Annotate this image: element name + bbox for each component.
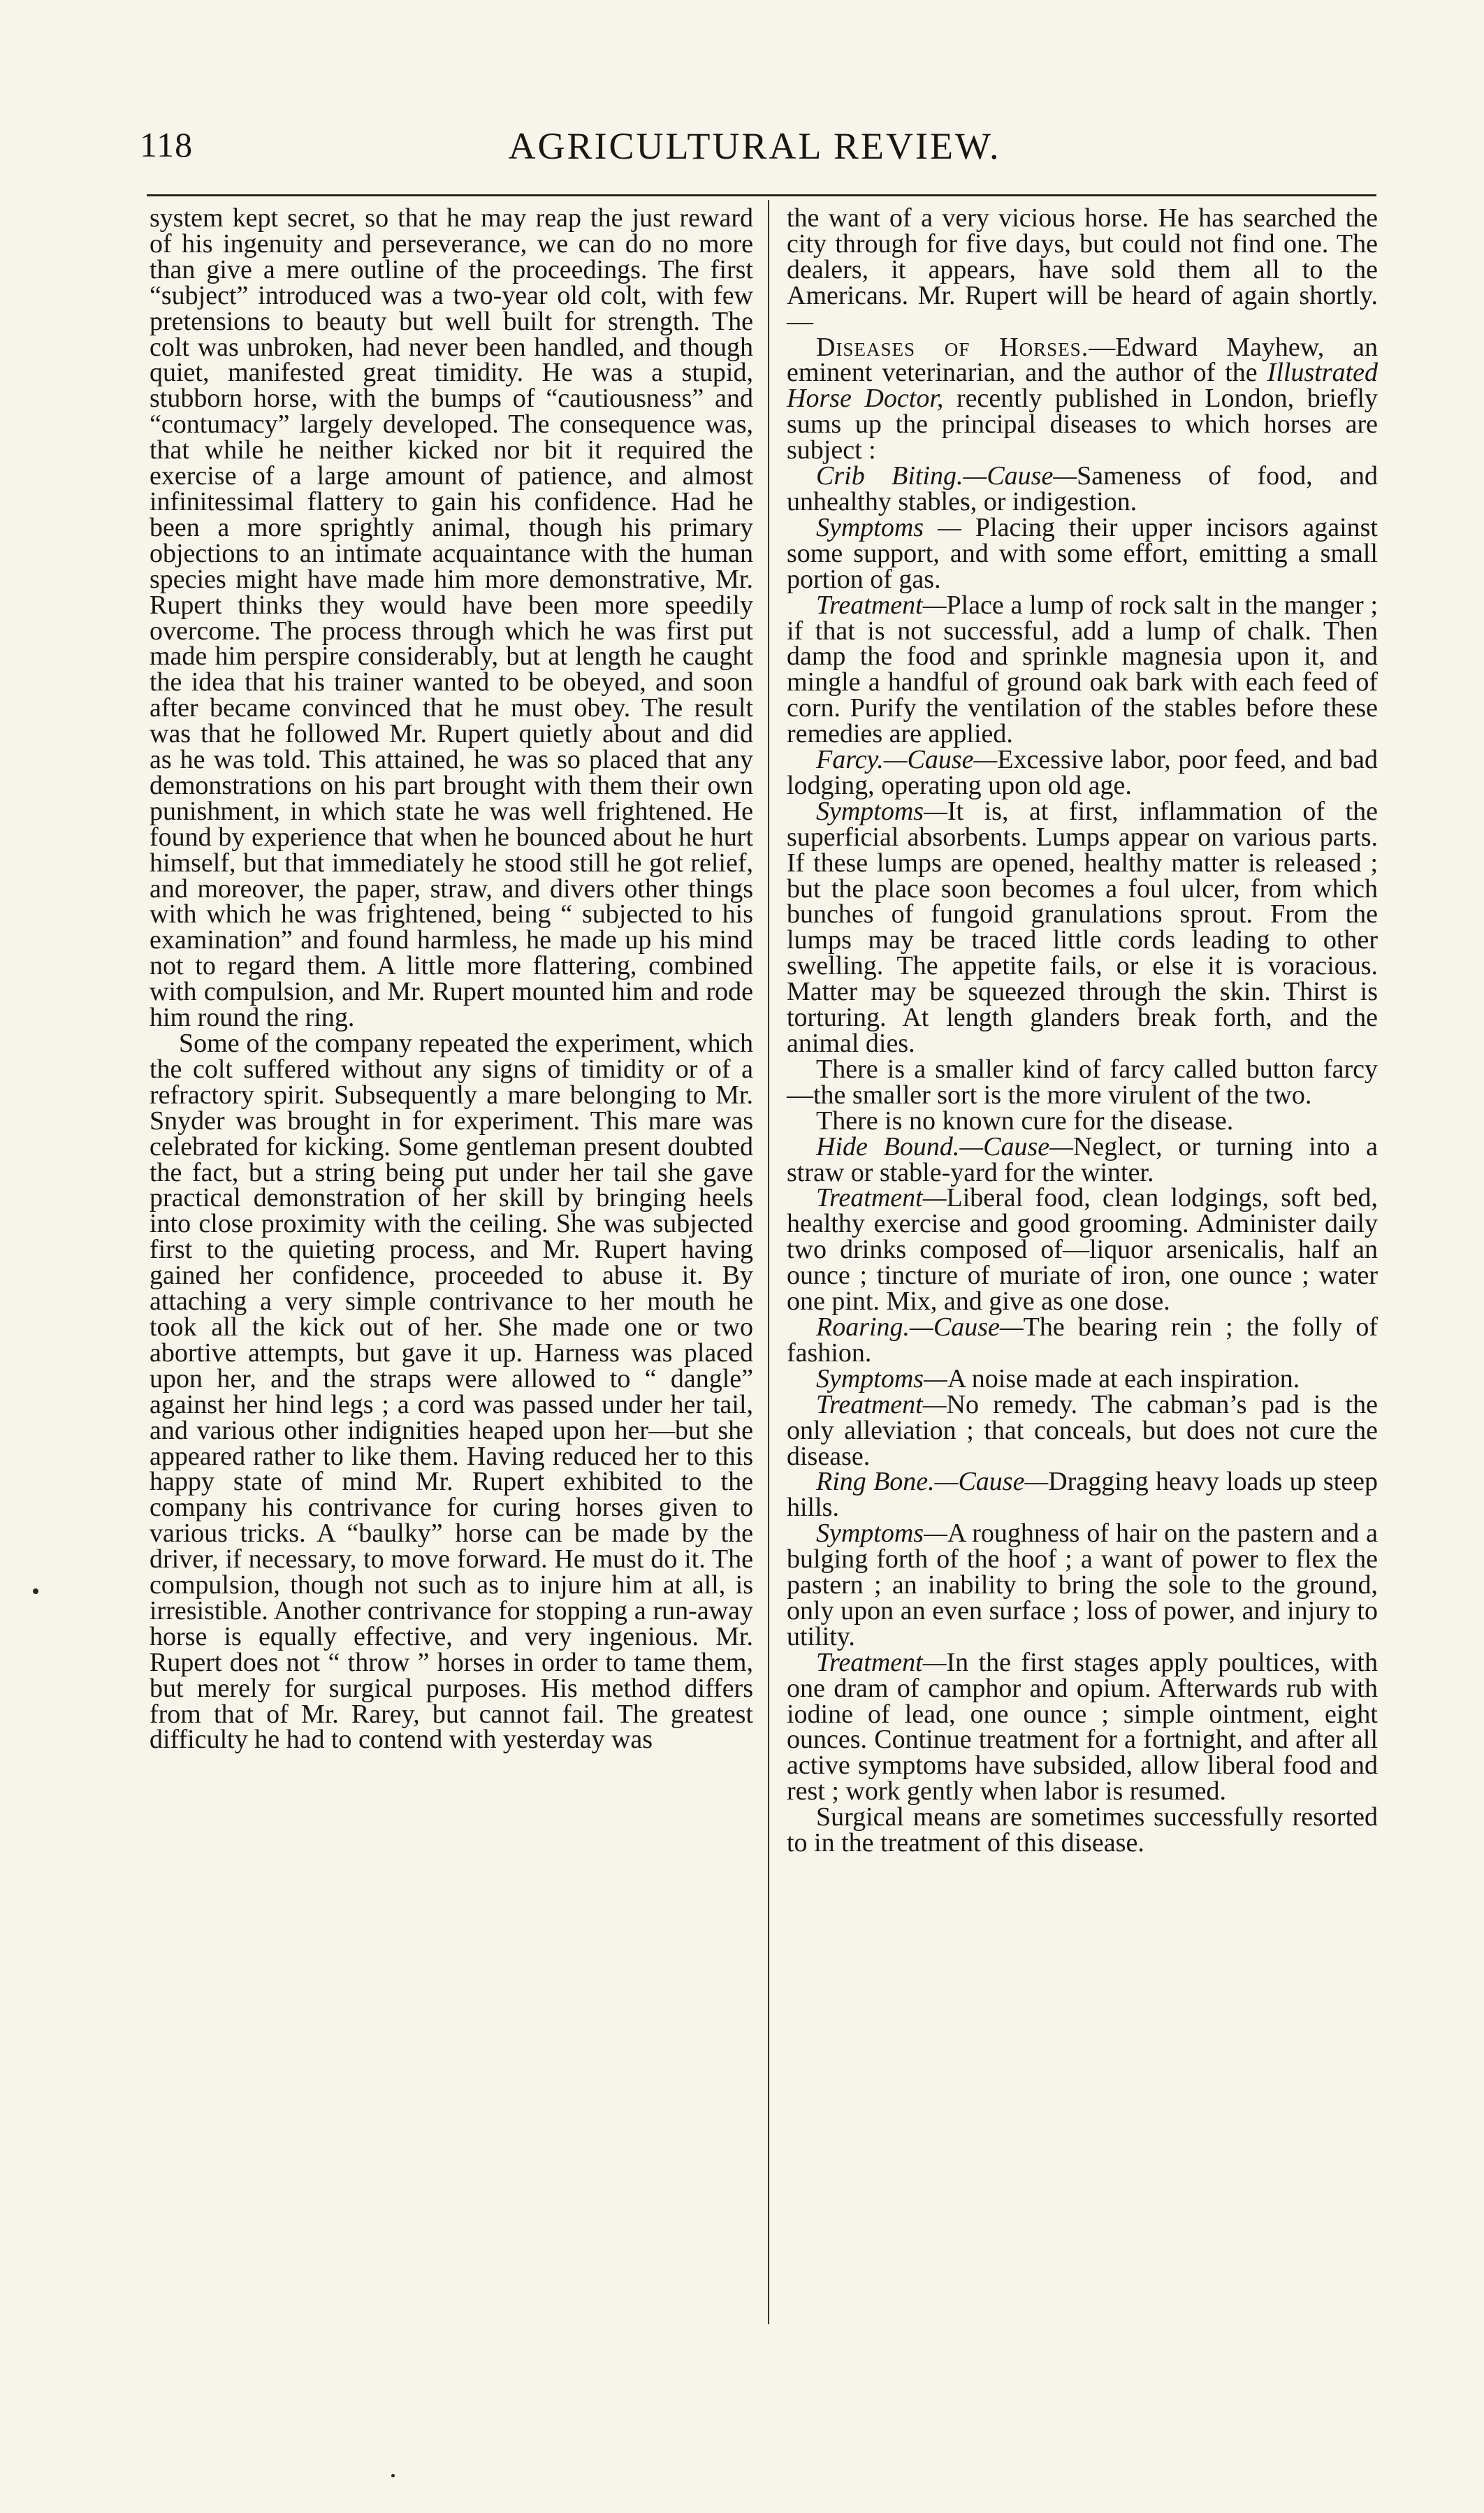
disease-entry — [787, 463, 1378, 515]
entry-text: In the first stages apply poultices, with one dram of camphor and opium. Afterwards rub with iodine of lead, one ounce ; simple ointment, eight ounces. Continue treatment for a fortnight, and after all active symptoms have subsided, allow liberal food and rest ; work gently when labor is resumed. — [787, 1647, 1378, 1806]
disease-entry — [787, 1647, 1378, 1806]
disease-entry — [787, 590, 1378, 749]
inline-text: recently published in London, briefly sums up the principal diseases to which horses are subject : — [787, 384, 1378, 465]
foot-mark — [391, 2474, 395, 2477]
margin-mark — [33, 1588, 38, 1594]
disease-entry — [787, 1185, 1378, 1315]
entry-label: Treatment— — [816, 1183, 947, 1213]
entry-label: Symptoms — — [816, 512, 975, 542]
entry-label: Farcy.—Cause— — [816, 745, 998, 775]
entry-label: Hide Bound.—Cause— — [816, 1131, 1073, 1161]
entry-label: Symptoms— — [816, 796, 947, 826]
disease-entry — [787, 1131, 1378, 1187]
entry-label: Treatment— — [816, 1389, 947, 1419]
left-column — [150, 205, 753, 1753]
entry-label: Treatment— — [816, 590, 947, 620]
paragraph: system kept secret, so that he may reap the just reward of his ingenuity and perseverance, we can do no more than give a mere outline of the proceedings. The first “subject” introduced was a two-year old colt, with few pretensions to beauty but well built for strength. The colt was unbroken, had never been handled, and though quiet, manifested great timidity. He was a stupid, stubborn horse, with the bumps of “cautiousness” and “contumacy” largely developed. The consequence was, that while he neither kicked nor bit it required the exercise of a large amount of patience, and almost infinitessimal flattery to gain his confidence. Had he been a more sprightly animal, though his primary objections to an intimate acquaintance with the human species might have made him more demonstrative, Mr. Rupert thinks they would have been more speedily overcome. The process through which he was first put made him perspire considerably, but at length he caught the idea that his trainer wanted to be obeyed, and soon after became convinced that he must obey. The result was that he followed Mr. Rupert quietly about and did as he was told. This attained, he was so placed that any demonstrations on his part brought with them their own punishment, in which state he was well frightened. He found by experience that when he bounced about he hurt himself, but that immediately he stood still he got relief, and moreover, the paper, straw, and divers other things with which he was frightened, being “ subjected to his examination” and found harmless, he made up his mind not to regard them. A little more flattering, combined with compulsion, and Mr. Rupert mounted him and rode him round the ring. — [150, 203, 753, 1033]
entry-text: A roughness of hair on the pastern and a bulging forth of the hoof ; a want of power to flex the pastern ; an inability to bring the sole to the ground, only upon an even surface ; loss of power, and injury to utility. — [787, 1519, 1378, 1651]
disease-entry — [787, 1804, 1378, 1856]
page-number: 118 — [140, 125, 194, 164]
inline-text: —Edward Mayhew, an eminent veterinarian, and the author of the — [787, 332, 1378, 388]
page-header — [140, 117, 1369, 180]
entry-text: Excessive labor, poor feed, and bad lodging, operating upon old age. — [787, 745, 1378, 800]
disease-entry — [787, 796, 1378, 1058]
entry-text: Neglect, or turning into a straw or stable-yard for the winter. — [787, 1131, 1378, 1187]
entry-label: Symptoms— — [816, 1519, 947, 1549]
disease-entry — [787, 1312, 1378, 1368]
section-heading: Diseases of Horses. — [816, 332, 1089, 362]
right-column — [787, 205, 1378, 1856]
entry-text: Surgical means are sometimes successfully resorted to in the treatment of this disease. — [787, 1802, 1378, 1858]
disease-entries — [787, 463, 1378, 1856]
paragraph: Some of the company repeated the experiment, which the colt suffered without any signs of timidity or of a refractory spirit. Subsequently a mare belonging to Mr. Snyder was brought in for experiment. This mare was celebrated for kicking. Some gentleman present doubted the fact, but a string being put under her tail she gave practical demonstration of her skill by bringing heels into close proximity with the ceiling. She was subjected first to the quieting process, and Mr. Rupert having gained her confidence, proceeded to abuse it. By attaching a very simple contrivance to her mouth he took all the kick out of her. She made one or two abortive attempts, but gave it up. Harness was placed upon her, and the straps were allowed to “ dangle” against her hind legs ; a cord was passed under her tail, and various other indignities heaped upon her—but she appeared rather to like them. Having reduced her to this happy state of mind Mr. Rupert exhibited to the company his contrivance for curing horses given to various tricks. A “baulky” horse can be made by the driver, if necessary, to move forward. He must do it. The compulsion, though not such as to injure him at all, is irresistible. Another contrivance for stopping a run-away horse is equally effective, and very ingenious. Mr. Rupert does not “ throw ” horses in order to tame them, but merely for surgical purposes. His method differs from that of Mr. Rarey, but cannot fail. The greatest difficulty he had to contend with yesterday was — [150, 1029, 753, 1755]
entry-text: Liberal food, clean lodgings, soft bed, healthy exercise and good grooming. Administer daily two drinks composed of—liquor arsenicalis, half an ounce ; tincture of muriate of iron, one ounce ; water one pint. Mix, and give as one dose. — [787, 1183, 1378, 1317]
disease-entry — [787, 1054, 1378, 1110]
running-title: AGRICULTURAL REVIEW. — [508, 125, 1001, 167]
entry-text: There is no known cure for the disease. — [816, 1106, 1234, 1136]
entry-label: Crib Biting.—Cause— — [816, 461, 1077, 491]
entry-label: Symptoms— — [816, 1363, 947, 1393]
entry-text: A noise made at each inspiration. — [947, 1363, 1300, 1393]
entry-text: There is a smaller kind of farcy called button farcy—the smaller sort is the more virulent of the two. — [787, 1054, 1378, 1110]
entry-text: No remedy. The cabman’s pad is the only alleviation ; that conceals, but does not cure the disease. — [787, 1389, 1378, 1471]
diseases-intro-paragraph — [787, 332, 1378, 465]
entry-text: The bearing rein ; the folly of fashion. — [787, 1312, 1378, 1368]
entry-label: Roaring.—Cause— — [816, 1312, 1024, 1342]
entry-text: Dragging heavy loads up steep hills. — [787, 1467, 1378, 1523]
book-title: Illustrated Horse Doctor, — [787, 358, 1378, 414]
disease-entry — [787, 1521, 1378, 1650]
header-rule — [147, 194, 1376, 196]
entry-label: Treatment— — [816, 1647, 947, 1677]
disease-entry — [787, 747, 1378, 799]
disease-entry — [787, 1108, 1378, 1134]
entry-label: Ring Bone.—Cause— — [816, 1467, 1049, 1497]
disease-entry — [787, 1469, 1378, 1521]
entry-text: Placing their upper incisors against some support, and with some effort, emitting a small portion of gas. — [787, 512, 1378, 594]
column-divider — [768, 200, 769, 2324]
disease-entry — [787, 1389, 1378, 1471]
entry-text: Place a lump of rock salt in the manger ; if that is not successful, add a lump of chalk. Then damp the food and sprinkle magnesia upon it, and mingle a handful of ground oak bark with each feed of corn. Purify the ventilation of the stables before these remedies are applied. — [787, 590, 1378, 749]
entry-text: Sameness of food, and unhealthy stables, or indigestion. — [787, 461, 1378, 516]
entry-text: It is, at first, inflammation of the superficial absorbents. Lumps appear on various parts. If these lumps are opened, healthy matter is released ; but the place soon becomes a foul ulcer, from which bunches of fungoid granulations sprout. From the lumps may be traced little cords leading to other swelling. The appetite fails, or else it is voracious. Matter may be squeezed through the skin. Thirst is torturing. At length glanders break forth, and the animal dies. — [787, 796, 1378, 1058]
paragraph: the want of a very vicious horse. He has searched the city through for five days, but could not find one. The dealers, it appears, have sold them all to the Americans. Mr. Rupert will be heard of again shortly.— — [787, 203, 1378, 336]
disease-entry — [787, 1363, 1378, 1393]
disease-entry — [787, 512, 1378, 594]
